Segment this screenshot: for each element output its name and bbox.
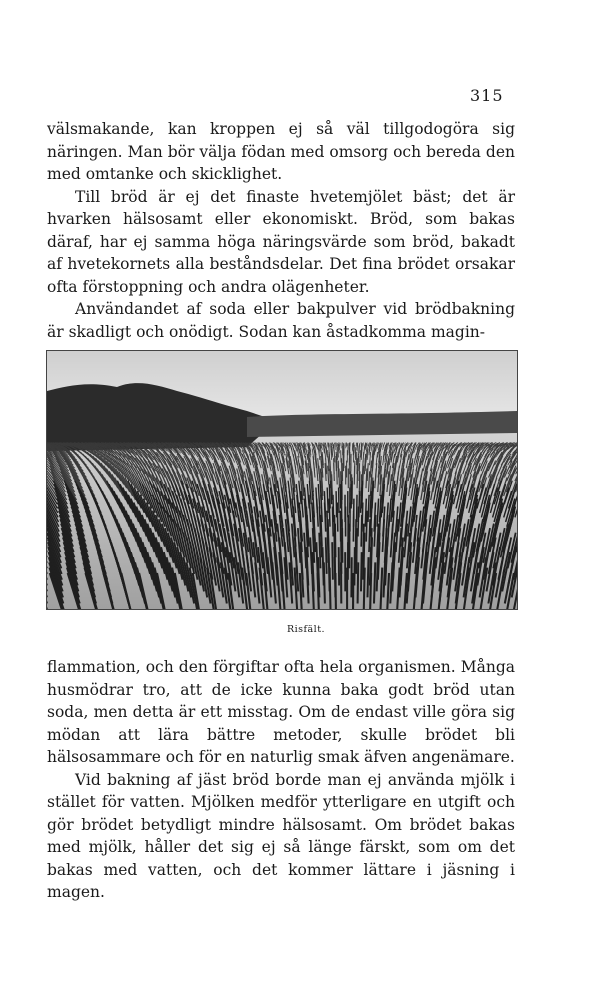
text-block-bottom	[47, 656, 515, 904]
paragraph: Vid bakning af jäst bröd borde man ej använda mjölk i stället för vatten. Mjölken medför ytterligare en utgift och gör brödet betydligt mindre hälsosamt. Om brödet bakas med mjölk, håller det sig ej så länge färskt, som om det bakas med vatten, och det kommer lättare i jäsning i magen.	[47, 770, 515, 901]
paragraph: Användandet af soda eller bakpulver vid brödbakning är skadligt och onödigt. Sodan kan åstadkomma magin-	[47, 300, 515, 341]
photo-image	[47, 351, 517, 609]
paragraph: Till bröd är ej det finaste hvetemjölet bäst; det är hvarken hälsosamt eller ekonomiskt. Bröd, som bakas däraf, har ej samma höga näringsvärde som bröd, bakadt af hvetekornets alla beståndsdelar. Det fina brödet orsakar ofta förstoppning och andra olägenheter.	[47, 187, 515, 296]
rice-field-photo	[46, 350, 518, 610]
page-number: 315	[470, 86, 504, 105]
figure-caption: Risfält.	[286, 624, 326, 635]
paragraph: välsmakande, kan kroppen ej så väl tillgodogöra sig näringen. Man bör välja födan med omsorg och bereda den med omtanke och skicklighet.	[47, 120, 515, 183]
text-block-top	[47, 118, 515, 343]
paragraph: flammation, och den förgiftar ofta hela organismen. Många husmödrar tro, att de icke kunna baka godt bröd utan soda, men detta är ett misstag. Om de endast ville göra sig mödan att lära bättre metoder, skulle brödet bli hälsosammare och för en naturlig smak äfven angenämare.	[47, 658, 515, 766]
